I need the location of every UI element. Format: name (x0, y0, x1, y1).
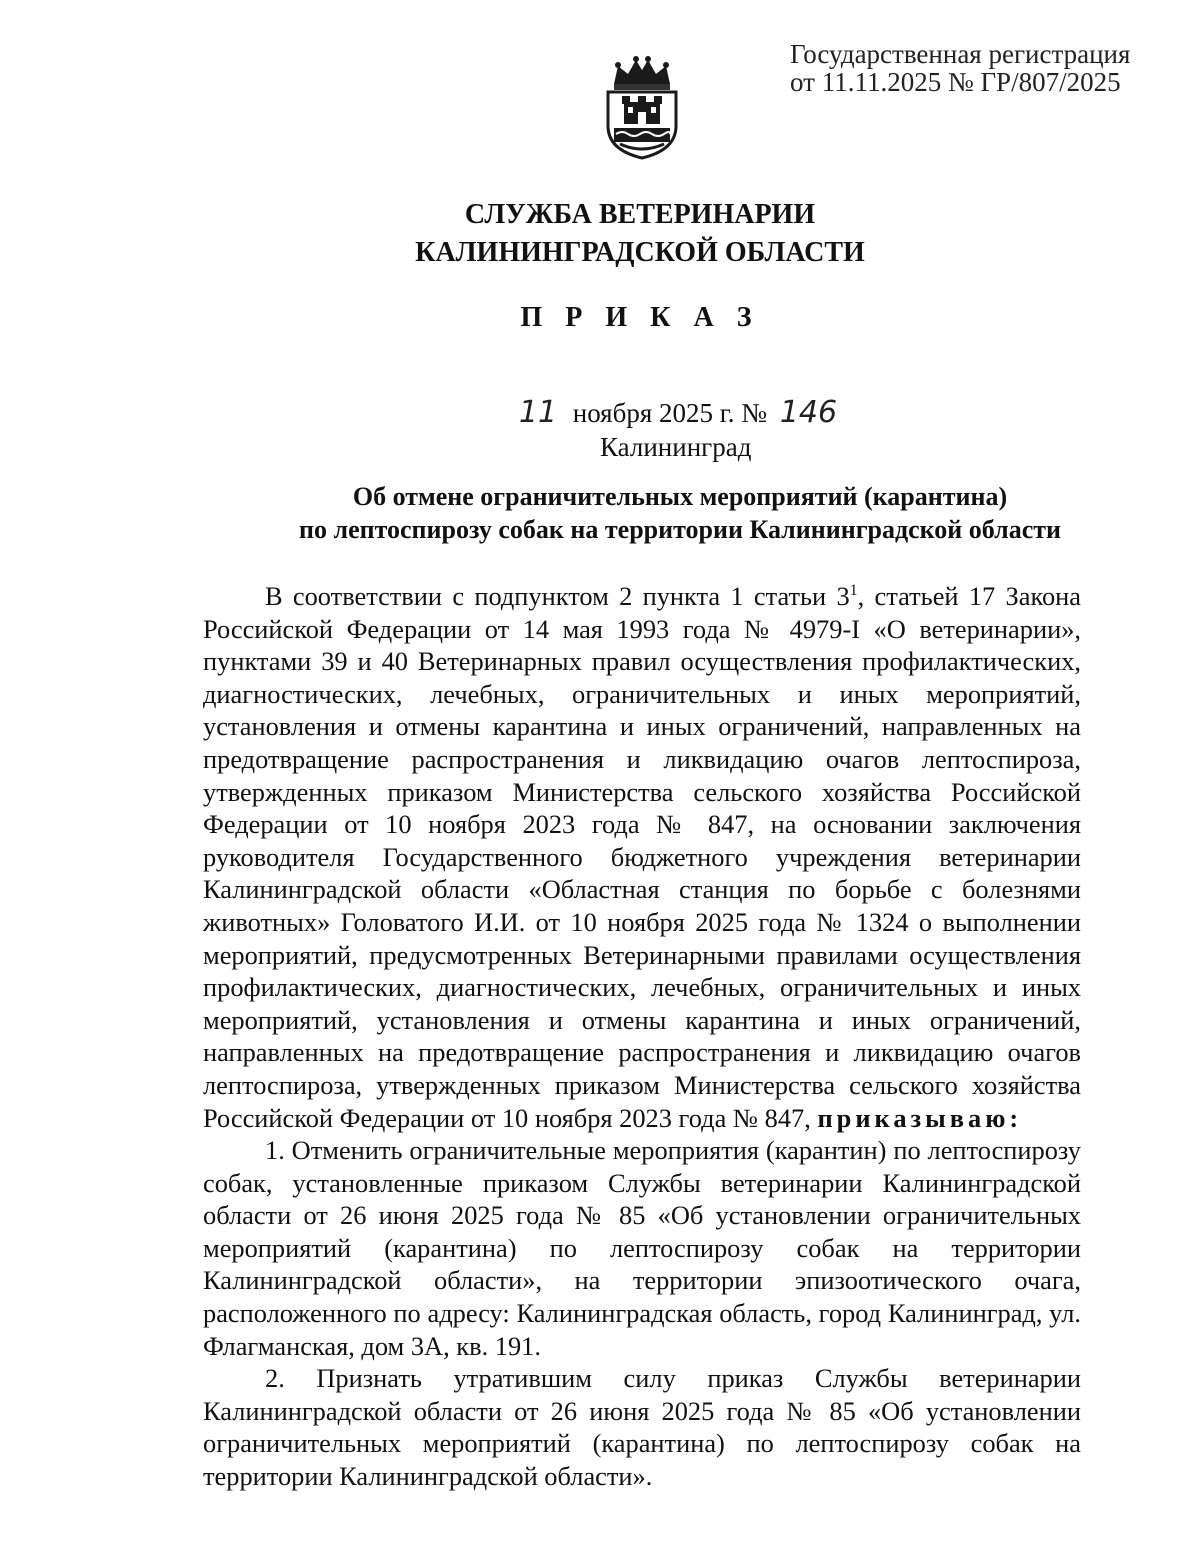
title-line-2: по лептоспирозу собак на территории Калининградской области (299, 515, 1061, 544)
preamble-text-b: , статьей 17 Закона Российской Федерации от 14 мая 1993 года № 4979-I «О ветеринарии», пунктами 39 и 40 Ветеринарных правил осуществления профилактических, диагностических, лечебных, ограничительных и иных мероприятий, установления и отмены карантина и иных ограничений, направленных на предотвращение распространения и ликвидацию очагов лептоспироза, утвержденных приказом Министерства сельского хозяйства Российской Федерации от 10 ноября 2023 года № 847, на основании заключения руководителя Государственного бюджетного учреждения ветеринарии Калининградской области «Областная станция по борьбе с болезнями животных» Головатого И.И. от 10 ноября 2025 года № 1324 о выполнении мероприятий, предусмотренных Ветеринарными правилами осуществления профилактических, диагностических, лечебных, ограничительных и иных мероприятий, установления и отмены карантина и иных ограничений, направленных на предотвращение распространения и ликвидацию очагов лептоспироза, утвержденных приказом Министерства сельского хозяйства Российской Федерации от 10 ноября 2023 года № 847, (203, 581, 1081, 1133)
paragraph-item-2: 2. Признать утратившим силу приказ Службы ветеринарии Калининградской области от 26 июня 2025 года № 85 «Об установлении ограничительных мероприятий (карантина) по лептоспирозу собак на территории Калининградской области». (203, 1363, 1081, 1492)
registration-line-1: Государственная регистрация (790, 39, 1131, 69)
paragraph-preamble (203, 580, 1081, 1134)
superscript: 1 (849, 582, 858, 599)
order-word: приказываю: (817, 1102, 1023, 1133)
document-type: П Р И К А З (520, 302, 760, 333)
paragraph-item-1: 1. Отменить ограничительные мероприятия (карантин) по лептоспирозу собак, установленные приказом Службы ветеринарии Калининградской области от 26 июня 2025 года № 85 «Об установлении ограничительных мероприятий (карантина) по лептоспирозу собак на территории Калининградской области», на территории эпизоотического очага, расположенного по адресу: Калининградская область, город Калининград, ул. Флагманская, дом 3А, кв. 191. (203, 1135, 1081, 1361)
document-body (203, 580, 1081, 1493)
city: Калининград (600, 432, 752, 462)
organization-name (300, 196, 980, 272)
handwritten-day: 11 (518, 395, 558, 430)
title-line-1: Об отмене ограничительных мероприятий (карантина) (352, 482, 1008, 511)
preamble-text-a: В соответствии с подпунктом 2 пункта 1 статьи 3 (265, 581, 850, 611)
month-year: ноября 2025 г. № (572, 398, 768, 428)
date-line (510, 396, 870, 430)
registration-stamp (790, 40, 1180, 96)
organization-line-2: КАЛИНИНГРАДСКОЙ ОБЛАСТИ (415, 237, 865, 268)
coat-of-arms-icon (596, 54, 688, 162)
organization-line-1: СЛУЖБА ВЕТЕРИНАРИИ (464, 199, 816, 230)
registration-line-2: от 11.11.2025 № ГР/807/2025 (790, 67, 1121, 97)
document-title (200, 480, 1160, 546)
handwritten-number: 146 (779, 395, 838, 430)
